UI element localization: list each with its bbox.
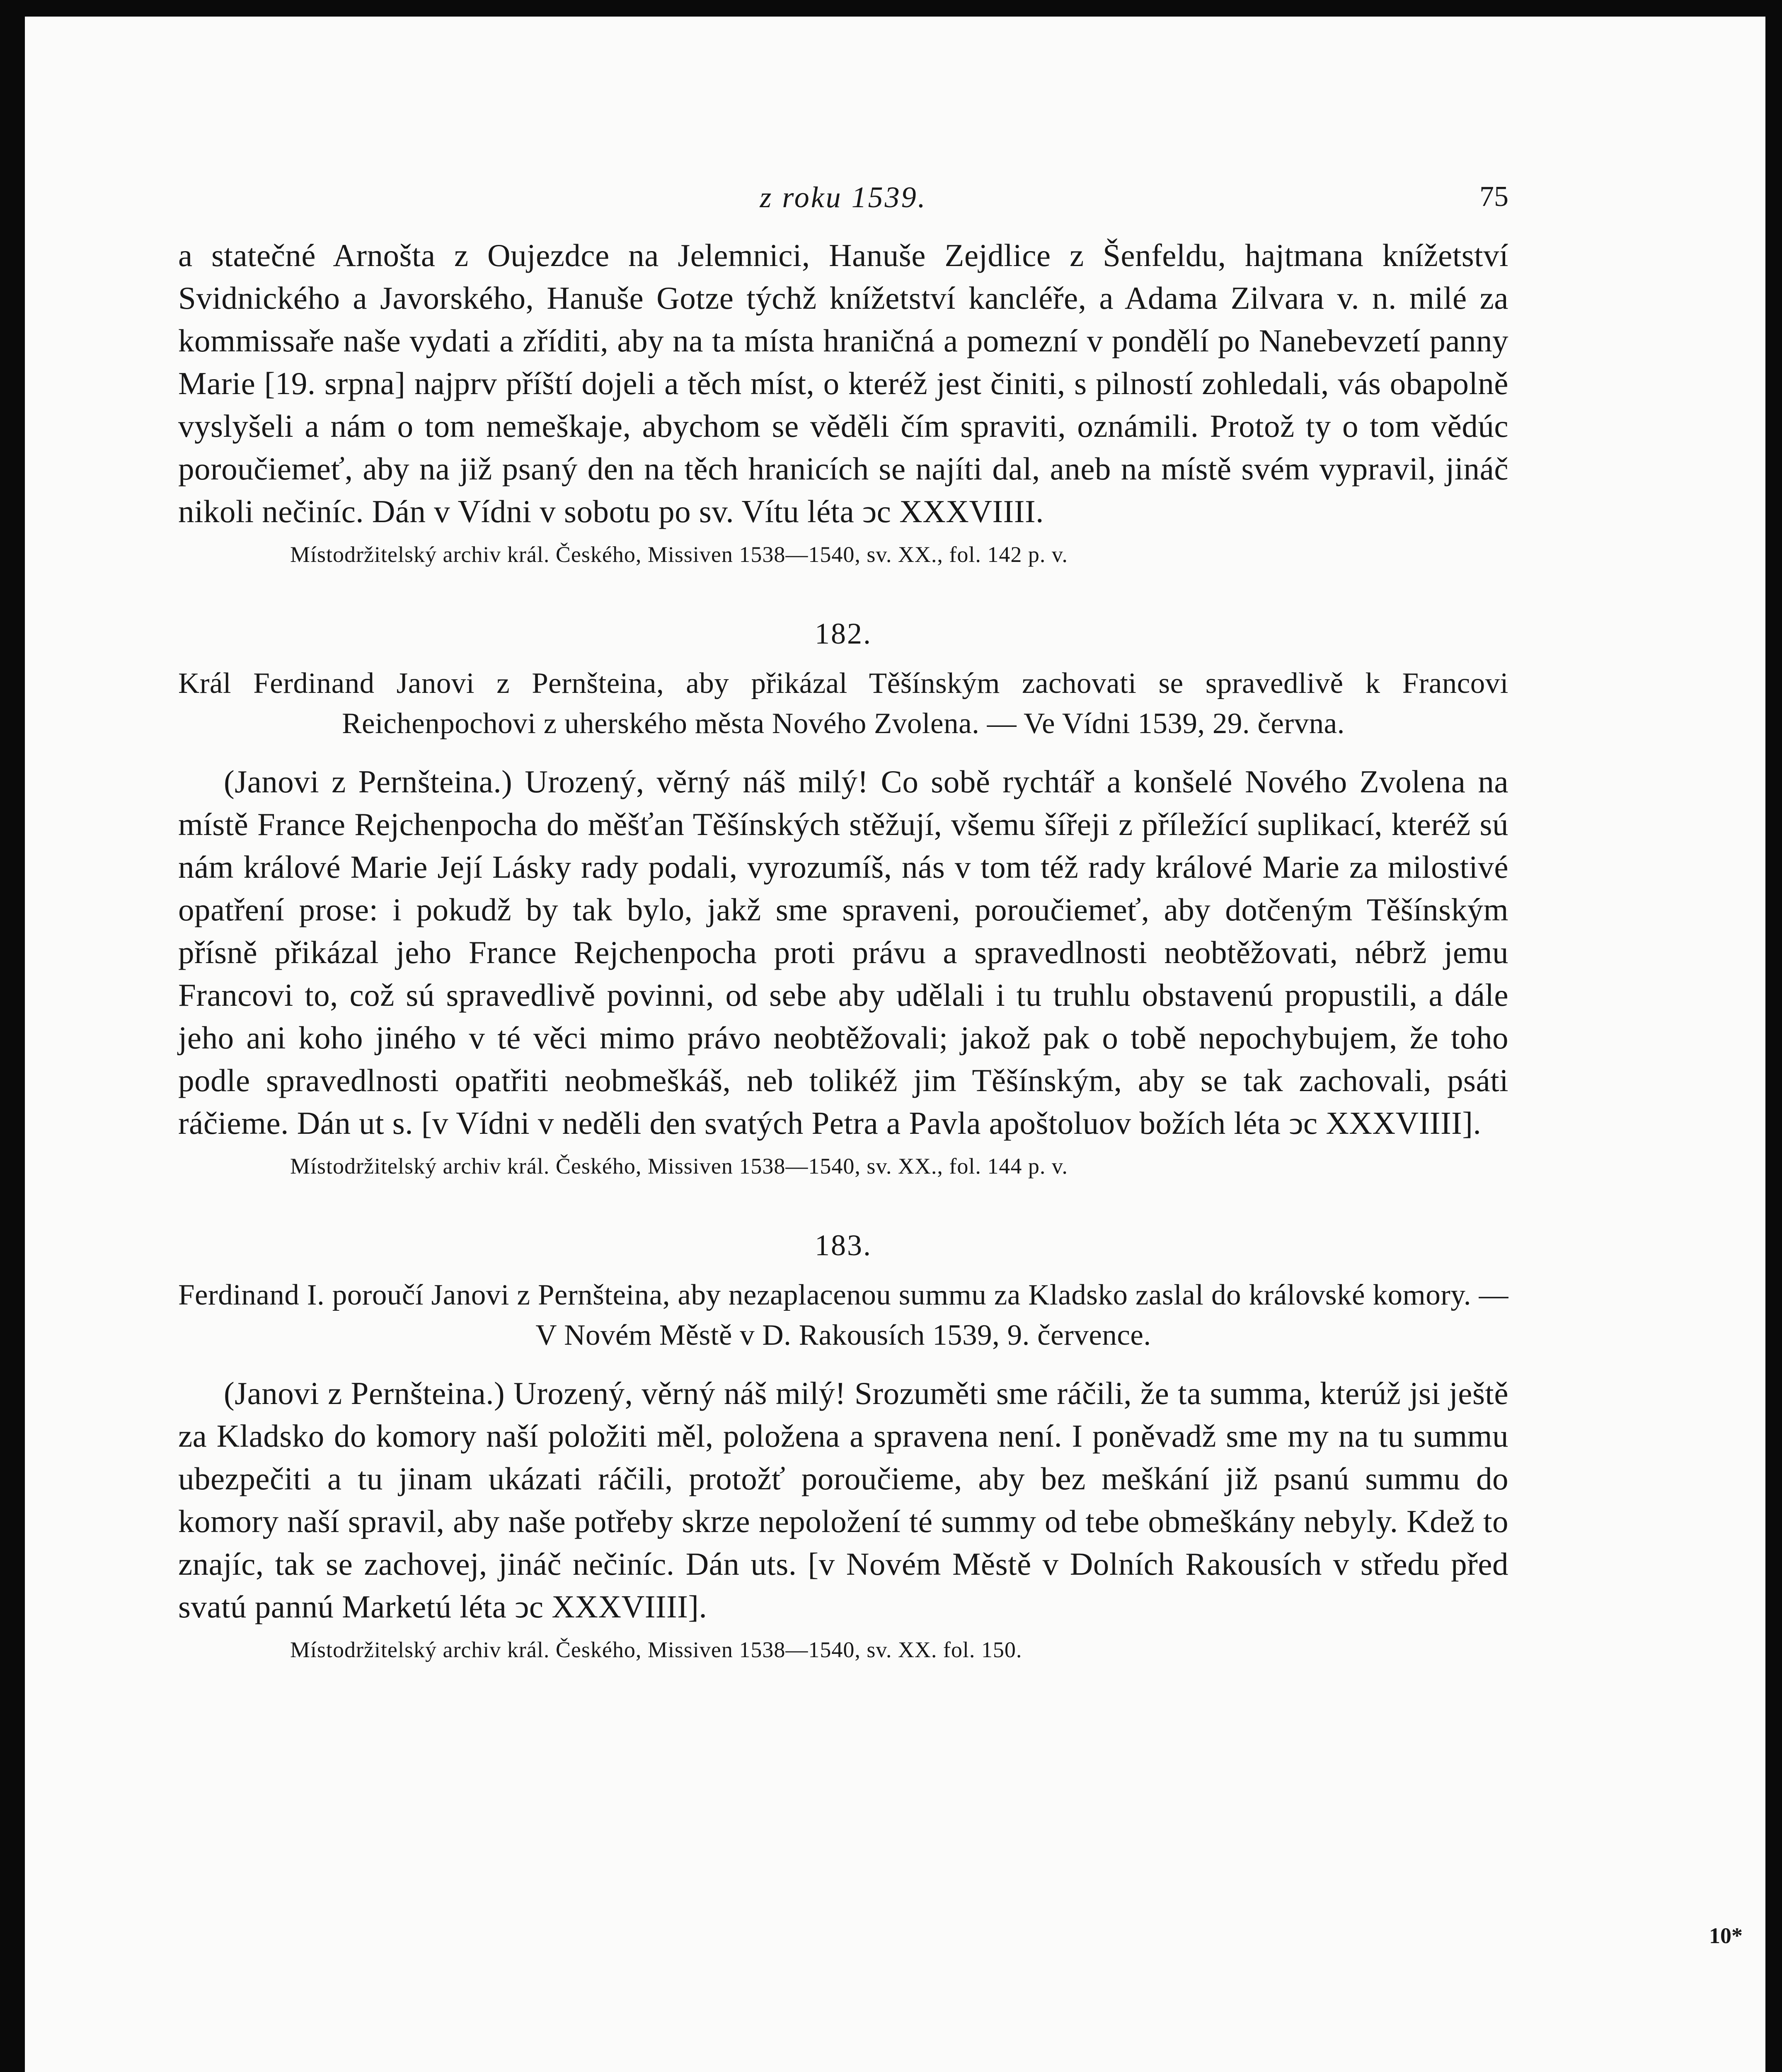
archive-source: Místodržitelský archiv král. Českého, Missiven 1538—1540, sv. XX., fol. 144 p. v.	[290, 1154, 1068, 1179]
document-summary: Král Ferdinand Janovi z Pernšteina, aby přikázal Těšínským zachovati se spravedlivě k Francovi Reichenpochovi z uherského města Nového Zvolena. — Ve Vídni 1539, 29. června.	[178, 667, 1508, 740]
book-page	[25, 17, 1765, 2072]
sheet-signature: 10*	[1709, 1923, 1743, 1948]
document-entry	[178, 1228, 1508, 1666]
running-title: z roku 1539.	[760, 181, 927, 214]
document-body: (Janovi z Pernšteina.) Urozený, věrný náš milý! Co sobě rychtář a konšelé Nového Zvolena na místě France Rejchenpocha do měšťan Těšínských stěžují, všemu šířeji z příležící suplikací, kteréž sú nám králové Marie Její Lásky rady podali, vyrozumíš, nás v tom též rady králové Marie za milostivé opatření prose: i pokudž by tak bylo, jakž sme spraveni, poroučiemeť, aby dotčeným Těšínským přísně přikázal jeho France Rejchenpocha proti právu a spravedlnosti neobtěžovati, nébrž jemu Francovi to, což sú spravedlivě povinni, od sebe aby udělali i tu truhlu obstavenú propustili, a dále jeho ani koho jiného v té věci mimo právo neobtěžovali; jakož pak o tobě nepochybujem, že toho podle spravedlnosti opatřiti neobmeškáš, neb tolikéž jim Těšínským, aby se tak zachovali, psáti ráčieme. Dán ut s. [v Vídni v neděli den svatých Petra a Pavla apoštoluov božích léta ↄc XXXVIIII].	[178, 764, 1508, 1141]
document-body: (Janovi z Pernšteina.) Urozený, věrný náš milý! Srozuměti sme ráčili, že ta summa, kterúž jsi ještě za Kladsko do komory naší položiti měl, položena a spravena není. I poněvadž sme my na tu summu ubezpečiti a tu jinam ukázati ráčili, protožť poroučieme, aby bez meškání již psanú summu do komory naší spravil, aby naše potřeby skrze nepoložení té summy od tebe obmeškány nebyly. Kdež to znajíc, tak se zachovej, jináč nečiníc. Dán uts. [v Novém Městě v Dolních Rakousích v středu před svatú pannú Marketú léta ↄc XXXVIIII].	[178, 1375, 1508, 1624]
intro-paragraph: a statečné Arnošta z Oujezdce na Jelemnici, Hanuše Zejdlice z Šenfeldu, hajtmana knížetství Svidnického a Javorského, Hanuše Gotze týchž knížetství kancléře, a Adama Zilvara v. n. milé za kommissaře naše vydati a zříditi, aby na ta místa hraničná a pomezní v pondělí po Nanebevzetí panny Marie [19. srpna] najprv příští dojeli a těch míst, o kteréž jest činiti, s pilností zohledali, vás obapolně vyslyšeli a nám o tom nemeškaje, abychom se věděli čím spraviti, oznámili. Protož ty o tom vědúc poroučiemeť, aby na již psaný den na těch hranicích se najíti dal, aneb na místě svém vypravil, jináč nikoli nečiníc. Dán v Vídni v sobotu po sv. Vítu léta ↄc XXXVIIII.	[178, 237, 1508, 529]
document-number: 183.	[815, 1229, 872, 1262]
page-number: 75	[1479, 181, 1508, 213]
page-content	[178, 180, 1508, 1666]
document-entry	[178, 617, 1508, 1183]
document-summary: Ferdinand I. poroučí Janovi z Pernšteina, aby nezaplacenou summu za Kladsko zaslal do královské komory. — V Novém Městě v D. Rakousích 1539, 9. července.	[178, 1279, 1508, 1351]
archive-source: Místodržitelský archiv král. Českého, Missiven 1538—1540, sv. XX. fol. 150.	[290, 1637, 1022, 1662]
page-header	[178, 180, 1508, 234]
document-number: 182.	[815, 617, 872, 650]
archive-source: Místodržitelský archiv král. Českého, Missiven 1538—1540, sv. XX., fol. 142 p. v.	[290, 542, 1068, 567]
